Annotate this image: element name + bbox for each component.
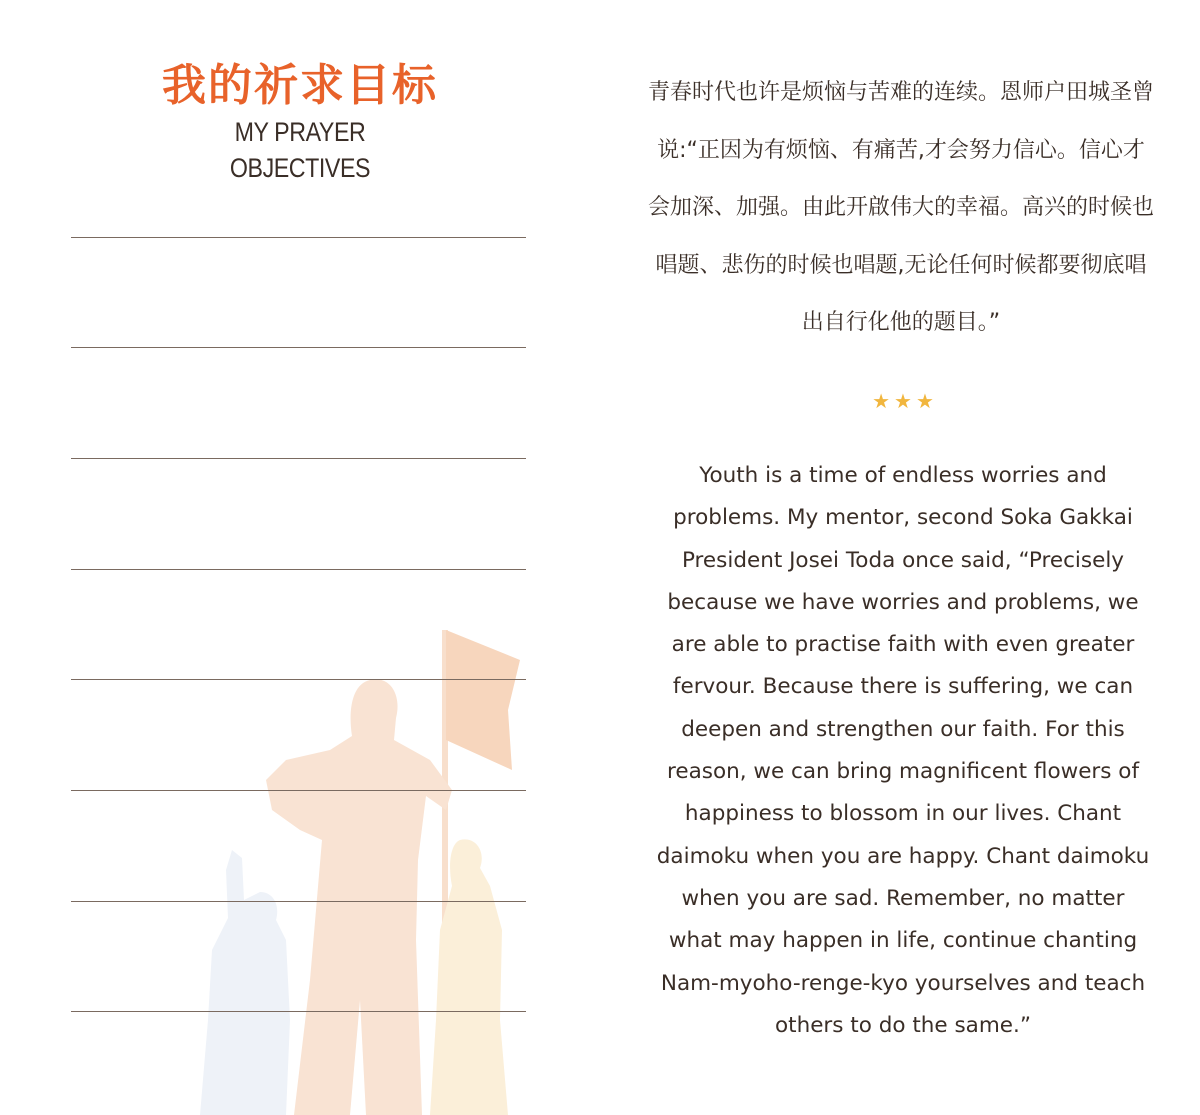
writing-line[interactable]	[71, 569, 526, 570]
title-english: MY PRAYER OBJECTIVES	[229, 117, 371, 183]
writing-line[interactable]	[71, 1011, 526, 1012]
writing-line[interactable]	[71, 901, 526, 902]
quote-english: Youth is a time of endless worries and problems. My mentor, second Soka Gakkai President Josei Toda once said, “Precisely because we have worries and problems, we are able to practise faith with even greater fervour. Because there is suffering, we can deepen and strengthen our faith. For this reason, we can bring magnificent flowers of happiness to blossom in our lives. Chant daimoku when you are happy. Chant daimoku when you are sad. Remember, no matter what may happen in life, continue chanting Nam-myoho-renge-kyo yourselves and teach others to do the same.”	[656, 463, 1150, 1038]
writing-line[interactable]	[71, 347, 526, 348]
writing-line[interactable]	[71, 237, 526, 238]
star-divider: ★★★	[872, 389, 938, 413]
quote-chinese: 青春时代也许是烦恼与苦难的连续。恩师户田城圣曾说:“正因为有烦恼、有痛苦,才会努力信心。信心才会加深、加强。由此开啟伟大的幸福。高兴的时候也唱题、悲伤的时候也唱题,无论任何时候都要彻底唱出自行化他的题目。”	[648, 80, 1155, 335]
silhouettes-watermark-image	[190, 600, 550, 1115]
writing-line[interactable]	[71, 679, 526, 680]
writing-line[interactable]	[71, 458, 526, 459]
title-chinese: 我的祈求目标	[162, 60, 438, 111]
writing-line[interactable]	[71, 790, 526, 791]
